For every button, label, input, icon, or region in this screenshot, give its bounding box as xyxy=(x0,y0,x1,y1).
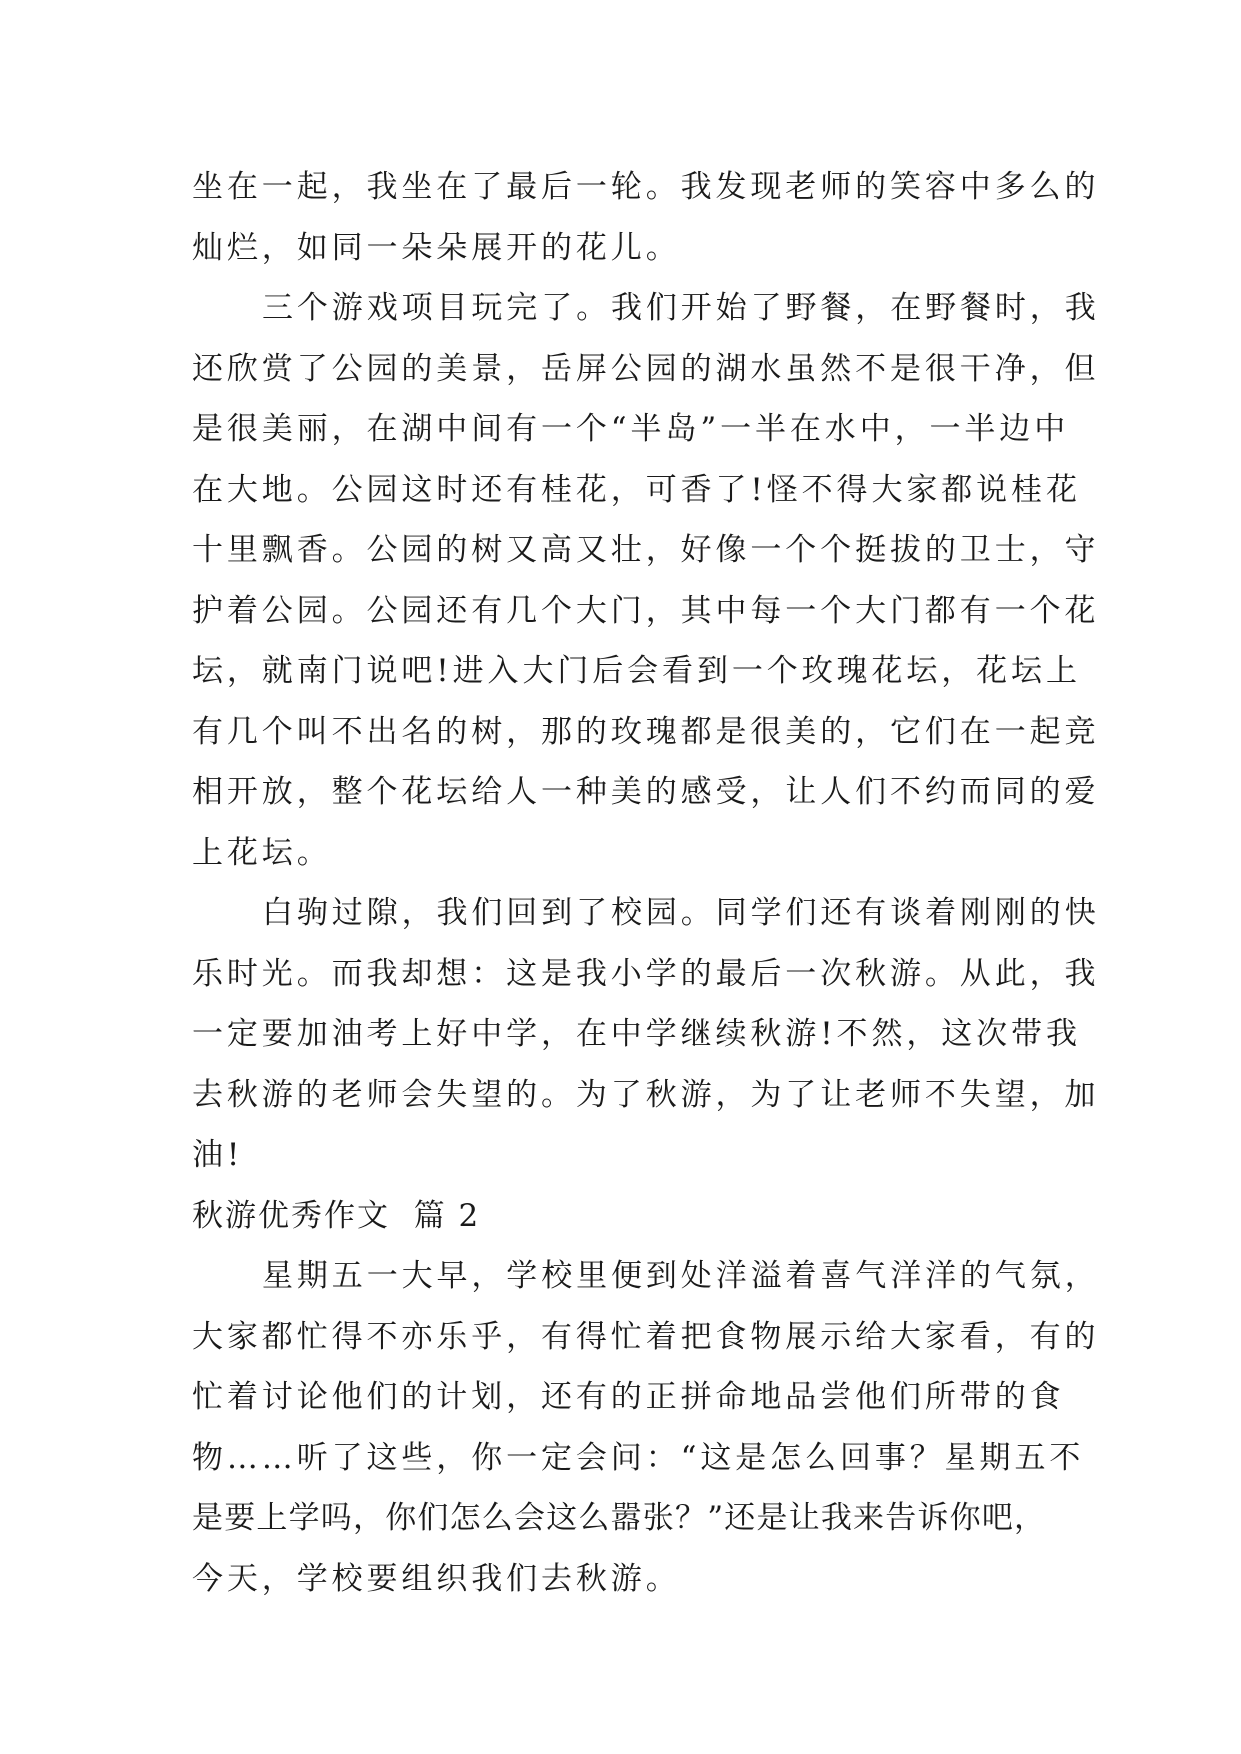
text-line: 十里飘香。公园的树又高又壮，好像一个个挺拔的卫士，守 xyxy=(192,532,1100,568)
document-body xyxy=(192,157,1100,1609)
paragraph-start-line: 星期五一大早，学校里便到处洋溢着喜气洋洋的气氛， xyxy=(262,1258,1100,1294)
text-line: 是很美丽，在湖中间有一个“半岛”一半在水中，一半边中 xyxy=(192,411,1070,447)
text-line: 一定要加油考上好中学，在中学继续秋游!不然，这次带我 xyxy=(192,1016,1081,1052)
text-line: 坛，就南门说吧!进入大门后会看到一个玫瑰花坛，花坛上 xyxy=(192,653,1081,689)
text-line: 坐在一起，我坐在了最后一轮。我发现老师的笑容中多么的 xyxy=(192,169,1100,205)
text-line: 在大地。公园这时还有桂花，可香了!怪不得大家都说桂花 xyxy=(192,471,1081,508)
text-line: 灿烂，如同一朵朵展开的花儿。 xyxy=(192,229,681,266)
paragraph-start-line: 白驹过隙，我们回到了校园。同学们还有谈着刚刚的快 xyxy=(262,895,1100,931)
text-line: 乐时光。而我却想：这是我小学的最后一次秋游。从此，我 xyxy=(192,955,1100,992)
text-line: 相开放，整个花坛给人一种美的感受，让人们不约而同的爱 xyxy=(192,774,1100,810)
text-line: 有几个叫不出名的树，那的玫瑰都是很美的，它们在一起竞 xyxy=(192,713,1100,750)
text-line: 还欣赏了公园的美景，岳屏公园的湖水虽然不是很干净，但 xyxy=(192,350,1100,387)
text-line: 油! xyxy=(192,1137,244,1173)
paragraph-start-line: 三个游戏项目玩完了。我们开始了野餐，在野餐时，我 xyxy=(262,290,1100,326)
text-line: 上花坛。 xyxy=(192,834,332,871)
text-line: 护着公园。公园还有几个大门，其中每一个大门都有一个花 xyxy=(192,592,1100,629)
text-line: 去秋游的老师会失望的。为了秋游，为了让老师不失望，加 xyxy=(192,1076,1100,1113)
text-line: 大家都忙得不亦乐乎，有得忙着把食物展示给大家看，有的 xyxy=(192,1318,1100,1355)
text-line: 今天，学校要组织我们去秋游。 xyxy=(192,1560,681,1597)
text-line: 物……听了这些，你一定会问：“这是怎么回事？星期五不 xyxy=(192,1439,1085,1476)
section-heading: 秋游优秀作文 篇 2 xyxy=(192,1197,481,1234)
text-line: 忙着讨论他们的计划，还有的正拼命地品尝他们所带的食 xyxy=(192,1379,1065,1415)
text-line: 是要上学吗，你们怎么会这么嚣张？”还是让我来告诉你吧， xyxy=(192,1500,1047,1536)
